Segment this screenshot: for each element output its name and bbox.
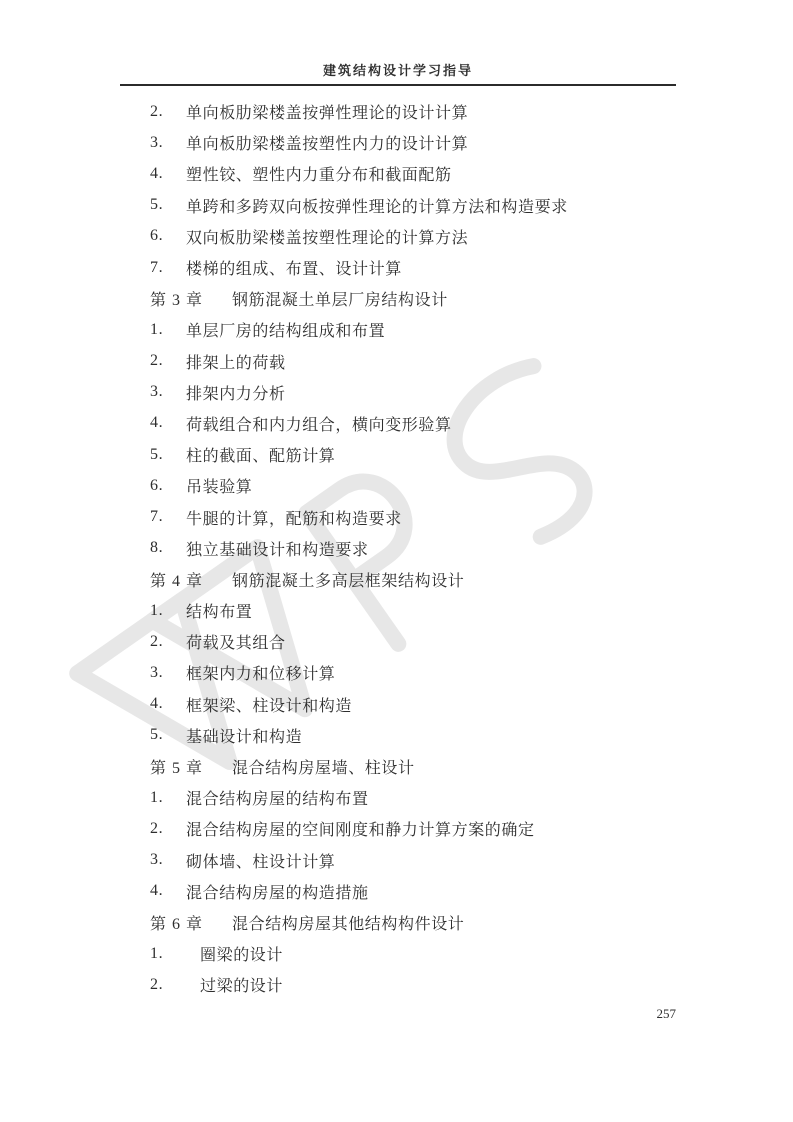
toc-line — [150, 221, 680, 252]
line-number: 1. — [150, 601, 164, 619]
line-text: 单向板肋梁楼盖按弹性理论的设计计算 — [186, 105, 469, 123]
toc-line — [150, 501, 680, 532]
line-text: 混合结构房屋的结构布置 — [186, 791, 369, 809]
line-number: 2. — [150, 632, 164, 650]
page-footer — [120, 1006, 676, 1022]
toc-line — [150, 969, 680, 1000]
toc-line — [150, 127, 680, 158]
line-text: 圈梁的设计 — [200, 947, 284, 965]
line-number: 2. — [150, 819, 164, 837]
toc-line — [150, 720, 680, 751]
line-text: 混合结构房屋的空间刚度和静力计算方案的确定 — [186, 822, 535, 840]
chapter-label: 第 4 章 — [150, 572, 204, 590]
line-number: 4. — [150, 695, 164, 713]
line-number: 5. — [150, 445, 164, 463]
line-number: 2. — [150, 975, 164, 993]
line-number: 3. — [150, 383, 164, 401]
toc-line — [150, 377, 680, 408]
line-text: 基础设计和构造 — [186, 728, 303, 746]
toc-line — [150, 938, 680, 969]
document-body — [150, 96, 680, 1000]
chapter-label: 第 3 章 — [150, 292, 204, 310]
chapter-label: 第 6 章 — [150, 915, 204, 933]
toc-line — [150, 96, 680, 127]
line-text: 排架内力分析 — [186, 385, 286, 403]
line-number: 4. — [150, 882, 164, 900]
line-number: 2. — [150, 352, 164, 370]
line-text: 楼梯的组成、布置、设计计算 — [186, 261, 402, 279]
toc-line — [150, 408, 680, 439]
toc-line — [150, 190, 680, 221]
toc-line — [150, 346, 680, 377]
line-text: 单层厂房的结构组成和布置 — [186, 323, 386, 341]
line-number: 3. — [150, 663, 164, 681]
toc-line — [150, 626, 680, 657]
line-text: 吊装验算 — [186, 479, 253, 497]
line-number: 6. — [150, 476, 164, 494]
toc-line — [150, 876, 680, 907]
toc-line — [150, 439, 680, 470]
toc-line — [150, 782, 680, 813]
line-text: 过梁的设计 — [200, 978, 284, 996]
line-text: 柱的截面、配筋计算 — [186, 448, 336, 466]
line-text: 牛腿的计算，配筋和构造要求 — [186, 510, 402, 528]
line-number: 7. — [150, 508, 164, 526]
line-number: 5. — [150, 196, 164, 214]
toc-line — [150, 657, 680, 688]
line-number: 3. — [150, 851, 164, 869]
line-text: 荷载组合和内力组合，横向变形验算 — [186, 416, 452, 434]
line-text: 单向板肋梁楼盖按塑性内力的设计计算 — [186, 136, 469, 154]
chapter-title: 混合结构房屋其他结构构件设计 — [232, 915, 465, 933]
line-number: 8. — [150, 539, 164, 557]
toc-line — [150, 533, 680, 564]
toc-line — [150, 689, 680, 720]
line-number: 1. — [150, 788, 164, 806]
line-number: 1. — [150, 944, 164, 962]
line-text: 单跨和多跨双向板按弹性理论的计算方法和构造要求 — [186, 198, 568, 216]
toc-line — [150, 845, 680, 876]
line-number: 4. — [150, 414, 164, 432]
chapter-heading — [150, 564, 680, 595]
page-header — [120, 60, 676, 86]
toc-line — [150, 813, 680, 844]
toc-line — [150, 470, 680, 501]
line-text: 框架梁、柱设计和构造 — [186, 697, 353, 715]
toc-line — [150, 158, 680, 189]
line-number: 7. — [150, 258, 164, 276]
line-text: 混合结构房屋的构造措施 — [186, 884, 369, 902]
line-text: 塑性铰、塑性内力重分布和截面配筋 — [186, 167, 452, 185]
line-number: 3. — [150, 133, 164, 151]
chapter-title: 混合结构房屋墙、柱设计 — [232, 760, 415, 778]
toc-line — [150, 314, 680, 345]
line-text: 荷载及其组合 — [186, 635, 286, 653]
chapter-title: 钢筋混凝土单层厂房结构设计 — [232, 292, 448, 310]
line-text: 双向板肋梁楼盖按塑性理论的计算方法 — [186, 229, 469, 247]
line-number: 2. — [150, 102, 164, 120]
line-text: 排架上的荷载 — [186, 354, 286, 372]
chapter-heading — [150, 751, 680, 782]
line-number: 4. — [150, 164, 164, 182]
toc-line — [150, 595, 680, 626]
line-number: 1. — [150, 320, 164, 338]
line-text: 砌体墙、柱设计计算 — [186, 853, 336, 871]
toc-line — [150, 252, 680, 283]
chapter-label: 第 5 章 — [150, 760, 204, 778]
chapter-heading — [150, 283, 680, 314]
chapter-heading — [150, 907, 680, 938]
line-text: 框架内力和位移计算 — [186, 666, 336, 684]
header-title: 建筑结构设计学习指导 — [322, 63, 473, 78]
chapter-title: 钢筋混凝土多高层框架结构设计 — [232, 572, 465, 590]
line-text: 结构布置 — [186, 604, 253, 622]
line-text: 独立基础设计和构造要求 — [186, 541, 369, 559]
line-number: 6. — [150, 227, 164, 245]
line-number: 5. — [150, 726, 164, 744]
page-number: 257 — [656, 1006, 676, 1021]
